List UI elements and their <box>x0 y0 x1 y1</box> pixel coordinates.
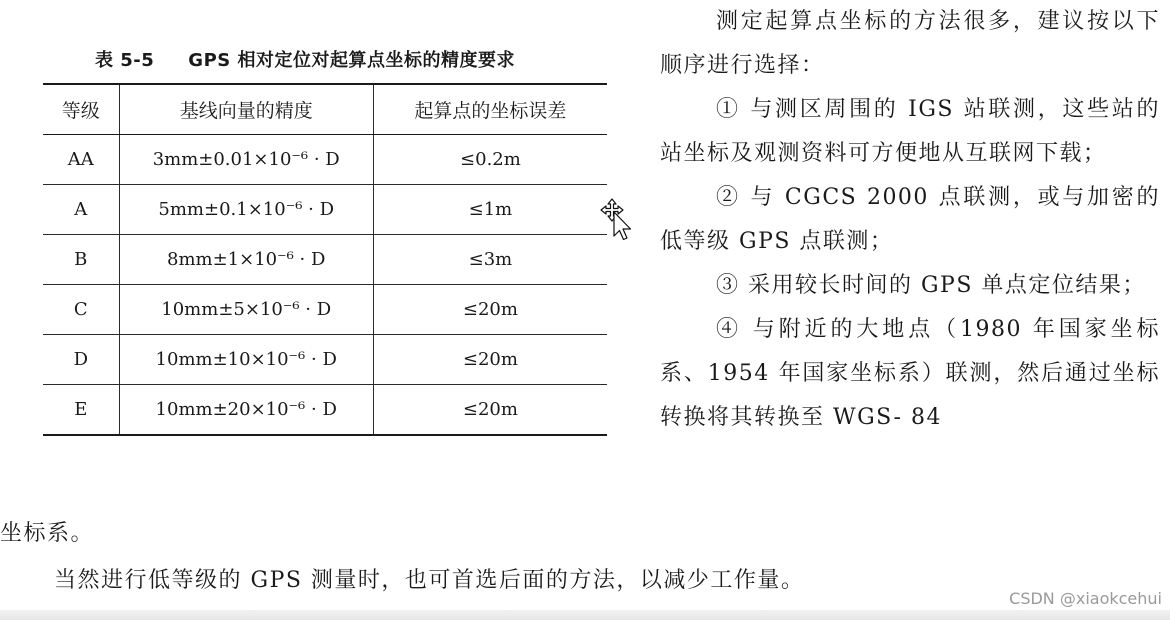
method-item-2: ② 与 CGCS 2000 点联测，或与加密的低等级 GPS 点联测； <box>660 185 1160 254</box>
cell-error: ≤20m <box>373 335 607 385</box>
cell-grade: E <box>43 385 119 436</box>
cell-precision: 10mm±10×10⁻⁶ · D <box>119 335 373 385</box>
cell-error: ≤1m <box>373 185 607 235</box>
table-row <box>43 335 607 385</box>
method-item-3: ③ 采用较长时间的 GPS 单点定位结果； <box>716 273 1146 298</box>
table-row <box>43 135 607 185</box>
header-precision: 基线向量的精度 <box>119 84 373 135</box>
cell-precision: 10mm±5×10⁻⁶ · D <box>119 285 373 335</box>
cell-grade: AA <box>43 135 119 185</box>
header-grade: 等级 <box>43 84 119 135</box>
table-row <box>43 385 607 436</box>
move-cursor-icon <box>600 198 634 242</box>
cell-error: ≤20m <box>373 385 607 436</box>
cell-error: ≤3m <box>373 235 607 285</box>
viewer-bottom-edge <box>0 610 1170 620</box>
watermark: CSDN @xiaokcehui <box>1009 589 1162 608</box>
table-caption <box>95 46 515 72</box>
cell-precision: 8mm±1×10⁻⁶ · D <box>119 235 373 285</box>
cell-grade: B <box>43 235 119 285</box>
header-error: 起算点的坐标误差 <box>373 84 607 135</box>
method-item-1: ① 与测区周围的 IGS 站联测，这些站的站坐标及观测资料可方便地从互联网下载； <box>660 97 1160 166</box>
table-row <box>43 285 607 335</box>
conclusion-paragraph: 当然进行低等级的 GPS 测量时，也可首选后面的方法，以减少工作量。 <box>54 568 805 593</box>
cell-grade: C <box>43 285 119 335</box>
cell-precision: 5mm±0.1×10⁻⁶ · D <box>119 185 373 235</box>
cell-grade: A <box>43 185 119 235</box>
table-header-row <box>43 84 607 135</box>
method-item-4: ④ 与附近的大地点（1980 年国家坐标系、1954 年国家坐标系）联测，然后通过坐标转换将其转换至 WGS- 84 <box>660 317 1160 430</box>
body-text-column <box>660 0 1160 440</box>
cell-precision: 10mm±20×10⁻⁶ · D <box>119 385 373 436</box>
cell-error: ≤20m <box>373 285 607 335</box>
table-title: GPS 相对定位对起算点坐标的精度要求 <box>188 50 515 71</box>
table-row <box>43 235 607 285</box>
method-item-4-continuation: 坐标系。 <box>0 521 95 546</box>
cell-precision: 3mm±0.01×10⁻⁶ · D <box>119 135 373 185</box>
table-number: 表 5-5 <box>95 50 155 71</box>
precision-table <box>43 83 607 436</box>
cell-error: ≤0.2m <box>373 135 607 185</box>
cell-grade: D <box>43 335 119 385</box>
table-row <box>43 185 607 235</box>
intro-paragraph: 测定起算点坐标的方法很多，建议按以下顺序进行选择： <box>660 9 1160 78</box>
